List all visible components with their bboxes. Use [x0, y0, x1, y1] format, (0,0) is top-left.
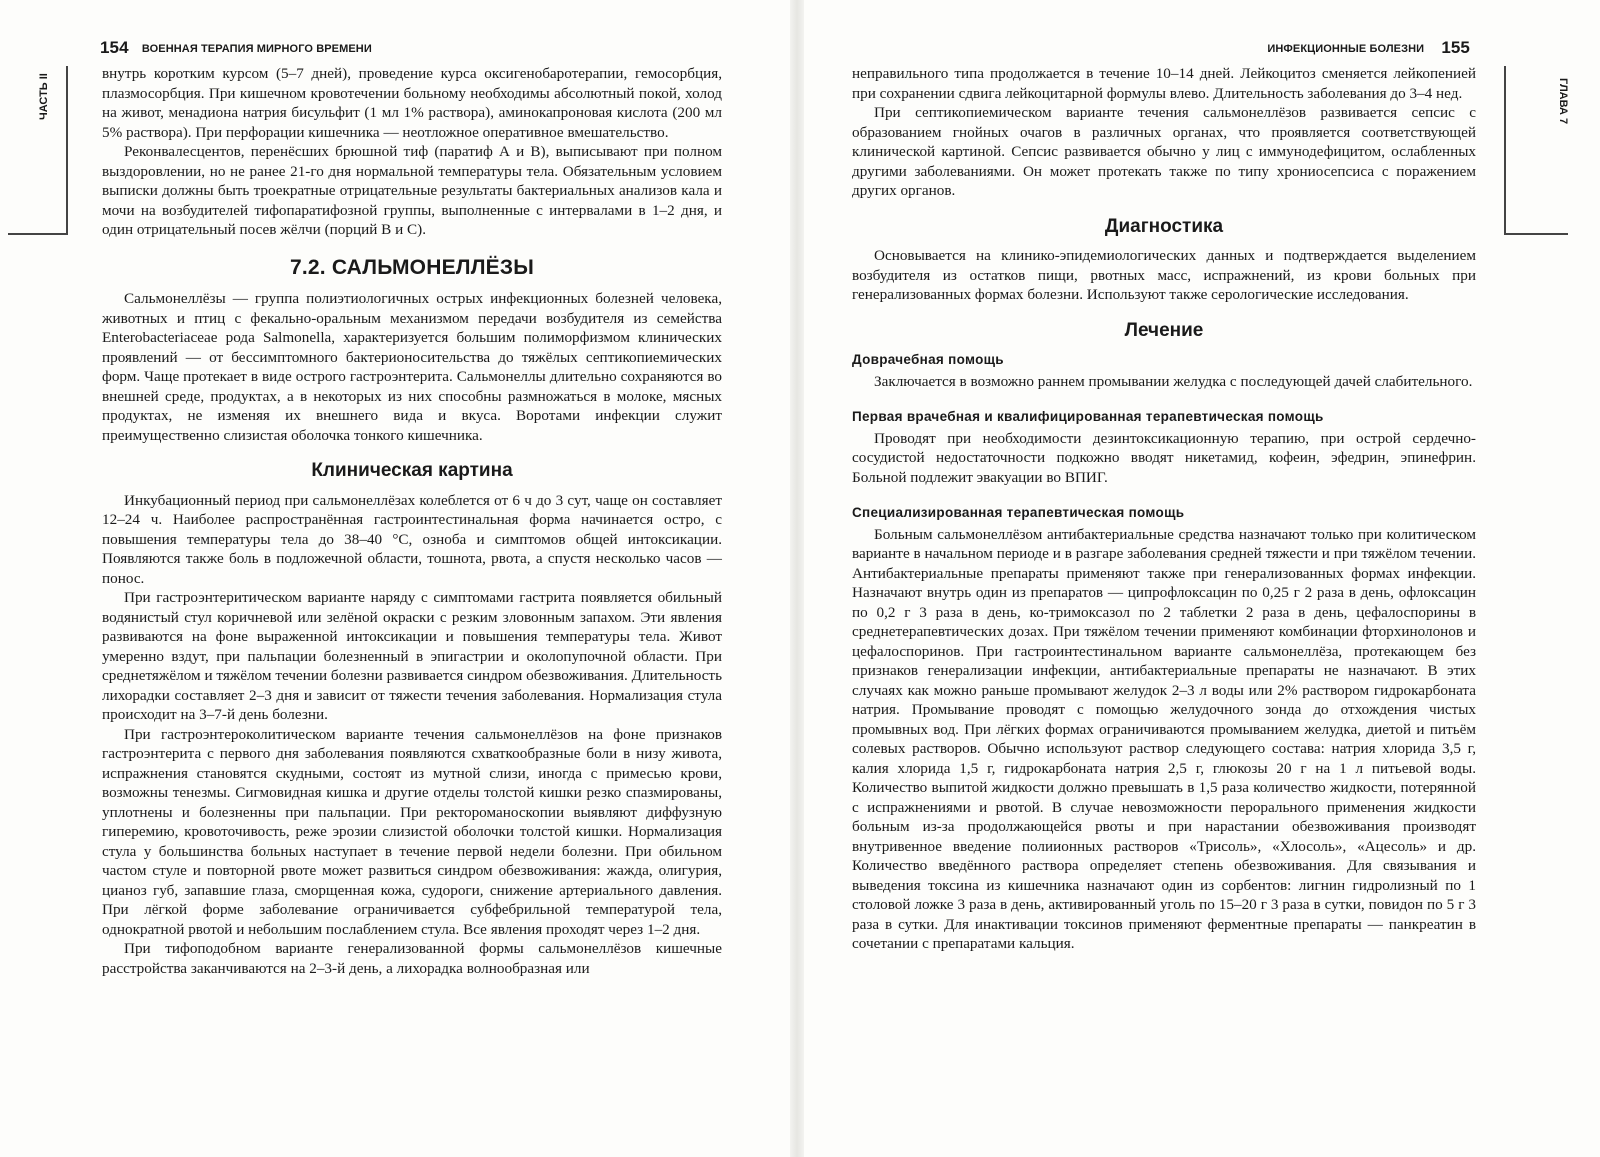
part-tab: ЧАСТЬ II	[38, 73, 50, 120]
left-page	[0, 0, 790, 1157]
right-edge-marker	[1504, 66, 1506, 234]
subsection-title: Клиническая картина	[311, 460, 513, 481]
prehospital-heading: Доврачебная помощь	[852, 352, 1004, 367]
paragraph: Больным сальмонеллёзом антибактериальные средства назначают только при колитическом варианте в начальном периоде и в разгаре заболевания средней тяжести и при тяжёлом течении. Антибактериальные препараты применяют также при генерализованных формах инфекции. Назначают внутрь один из препаратов — ципрофлоксацин по 0,25 г 2 раза в день, офлоксацин по 0,2 г 3 раза в день, ко-тримоксазол по 2 таблетки 2 раза в день, цефалоспорины в среднетерапевтических дозах. При тяжёлом течении применяют комбинации фторхинолонов и цефалоспоринов. При гастроинтестинальном варианте сальмонеллёза, протекающем без признаков генерализации инфекции, антибактериальные препараты не назначают. В этих случаях как можно раньше промывают желудок 2–3 л воды или 2% раствором гидрокарбоната натрия. Промывание проводят с помощью желудочного зонда до отхождения чистых промывных вод. При лёгких формах ограничиваются промыванием желудка, диетой и питьём солевых растворов. Обычно используют раствор следующего состава: натрия хлорида 3,5 г, калия хлорида 1,5 г, гидрокарбоната натрия 2,5 г, глюкозы 20 г на 1 л питьевой воды. Количество выпитой жидкости должно превышать в 1,5 раза количество жидкости, потерянной с испражнениями и рвотой. В случае невозможности перорального применения жидкости больным из-за продолжающейся рвоты и при нарастании обезвоживания производят внутривенное введение полиионных растворов «Трисоль», «Хлосоль», «Ацесоль» и др. Количество введённого раствора определяет степень обезвоживания. Для связывания и выведения токсина из кишечника назначают один из сорбентов: лигнин гидролизный по 1 столовой ложке 3 раза в день, активированный уголь по 15–20 г 3 раза в сутки, повидон по 5 г 3 раза в сутки. Для инактивации токсинов применяют ферментные препараты — панкреатин в сочетании с препаратами кальция.	[852, 525, 1476, 952]
treatment-title: Лечение	[1124, 319, 1204, 341]
paragraph: При гастроэнтеритическом варианте наряду с симптомами гастрита появляется обильный водянистый стул коричневой или зелёной окраски с резким зловонным запахом. Эти явления развиваются на фоне выраженной интоксикации и повышения температуры тела. Живот умеренно вздут, при пальпации болезненный в эпигастрии и околопупочной области. При среднетяжёлом и тяжёлом течении болезни развивается синдром обезвоживания. Длительность лихорадки составляет 2–3 дня и зависит от тяжести течения заболевания. Нормализация стула происходит на 3–7-й день болезни.	[102, 589, 722, 723]
left-page-number: 154	[100, 38, 129, 57]
paragraph: При тифоподобном варианте генерализованной формы сальмонеллёзов кишечные расстройства заканчиваются на 2–3-й день, а лихорадка волнообразная или	[102, 940, 722, 977]
left-text-column	[102, 64, 722, 978]
right-text-column	[852, 64, 1476, 954]
paragraph: Инкубационный период при сальмонеллёзах колеблется от 6 ч до 3 сут, чаще он составляет 12–24 ч. Наиболее распространённая гастроинтестинальная форма начинается остро, с повышения температуры тела до 38–40 °С, озноба и симптомов общей интоксикации. Появляются также боль в подложечной области, тошнота, рвота, а спустя несколько часов — понос.	[102, 491, 722, 587]
first-aid-heading: Первая врачебная и квалифицированная терапевтическая помощь	[852, 409, 1324, 424]
left-edge-marker-foot	[8, 233, 68, 235]
right-page-number: 155	[1441, 38, 1470, 57]
paragraph: При септикопиемическом варианте течения сальмонеллёзов развивается сепсис с образованием гнойных очагов в различных органах, что проявляется соответствующей клинической картиной. Сепсис развивается обычно у лиц с иммунодефицитом, ослабленных другими заболеваниями. Он может протекать также по типу хрониосепсиса с поражением других органов.	[852, 104, 1476, 199]
left-running-title: ВОЕННАЯ ТЕРАПИЯ МИРНОГО ВРЕМЕНИ	[141, 43, 372, 55]
paragraph: Основывается на клинико-эпидемиологических данных и подтверждается выделением возбудителя из остатков пищи, рвотных масс, испражнений, из крови больных при генерализованных формах болезни. Используют также серологические исследования.	[852, 247, 1476, 303]
paragraph: внутрь коротким курсом (5–7 дней), проведение курса оксигенобаротерапии, гемосорбция, плазмосорбция. При кишечном кровотечении больному необходимы абсолютный покой, холод на живот, менадиона натрия бисульфит (1 мл 1% раствора), аминокапроновая кислота (200 мл 5% раствора). При перфорации кишечника — неотложное оперативное вмешательство.	[102, 65, 722, 141]
paragraph: Проводят при необходимости дезинтоксикационную терапию, при острой сердечно-сосудистой недостаточности подкожно вводят никетамид, кофеин, эфедрин, эпинефрин. Больной подлежит эвакуации во ВПИГ.	[852, 429, 1476, 486]
paragraph: При гастроэнтероколитическом варианте течения сальмонеллёзов на фоне признаков гастроэнтерита с первого дня заболевания появляются схваткообразные боли в низу живота, испражнения становятся скудными, состоят из мутной слизи, иногда с примесью крови, возможны тенезмы. Сигмовидная кишка и другие отделы толстой кишки резко спазмированы, уплотнены и болезненны при пальпации. При ректороманоскопии выявляют диффузную гиперемию, кровоточивость, реже эрозии слизистой оболочки толстой кишки. Нормализация стула у большинства больных наступает в течение первой недели болезни. При обильном частом стуле и повторной рвоте может развиться синдром обезвоживания: жажда, олигурия, цианоз губ, запавшие глаза, сморщенная кожа, судороги, снижение артериального давления. При лёгкой форме заболевание ограничивается субфебрильной температурой тела, однократной рвотой и небольшим послаблением стула. Все явления проходят через 1–2 дня.	[102, 725, 722, 938]
specialized-heading: Специализированная терапевтическая помощь	[852, 505, 1185, 520]
paragraph: Заключается в возможно раннем промывании желудка с последующей дачей слабительного.	[874, 372, 1473, 390]
diagnostics-title: Диагностика	[1104, 215, 1224, 237]
paragraph: Сальмонеллёзы — группа полиэтиологичных острых инфекционных болезней человека, животных и птиц с фекально-оральным механизмом передачи возбудителя из семейства Enterobacteriaceae рода Salmonella, характеризуется большим полиморфизмом клинических проявлений — от бессимптомного бактерионосительства до тяжёлых септикопиемических форм. Чаще протекает в виде острого гастроэнтерита. Сальмонеллы длительно сохраняются во внешней среде, продуктах, а в некоторых из них способны размножаться в молоке, мясных продуктах, не изменяя их внешнего вида и вкуса. Воротами инфекции служит преимущественно слизистая оболочка тонкого кишечника.	[102, 290, 722, 444]
right-running-head	[1267, 38, 1470, 58]
right-page	[800, 0, 1600, 1157]
paragraph: Реконвалесцентов, перенёсших брюшной тиф (паратиф А и В), выписывают при полном выздоровлении, но не ранее 21-го дня нормальной температуры тела. Обязательным условием выписки должны быть троекратные отрицательные результаты бактериальных анализов кала и мочи на возбудителей тифопаратифозной группы, выполненные с интервалами в 1–2 дня, и один отрицательный посев жёлчи (порций В и С).	[102, 143, 722, 238]
right-running-title: ИНФЕКЦИОННЫЕ БОЛЕЗНИ	[1267, 43, 1425, 55]
chapter-tab: ГЛАВА 7	[1556, 78, 1569, 125]
left-edge-marker	[66, 66, 68, 234]
section-title: 7.2. САЛЬМОНЕЛЛЁЗЫ	[289, 255, 535, 279]
paragraph: неправильного типа продолжается в течение 10–14 дней. Лейкоцитоз сменяется лейкопенией при сохранении сдвига лейкоцитарной формулы влево. Длительность заболевания до 3–4 нед.	[852, 65, 1476, 102]
right-edge-marker-foot	[1504, 233, 1568, 235]
left-running-head	[100, 38, 372, 58]
